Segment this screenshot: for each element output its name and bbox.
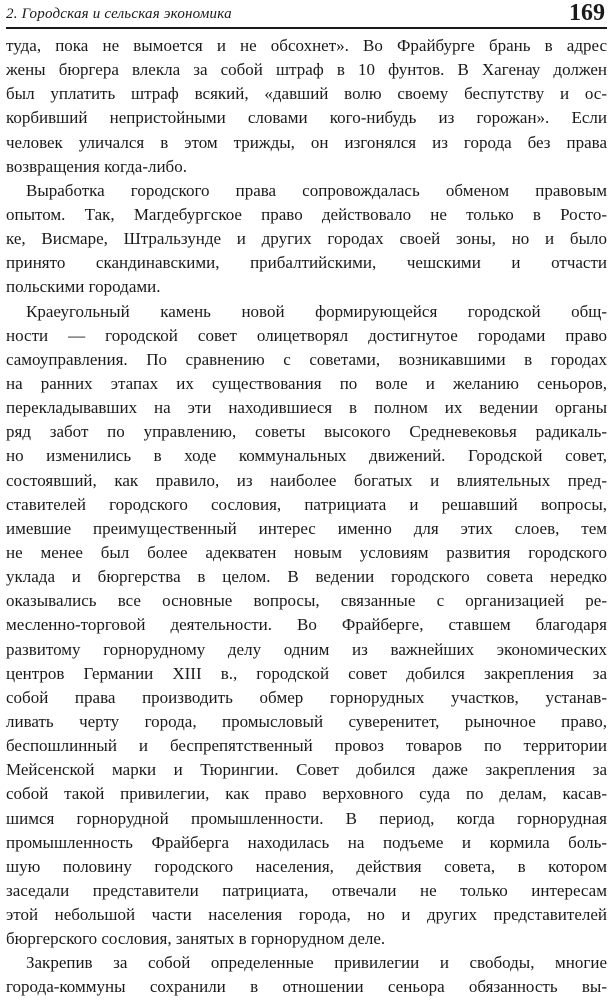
text-line: Мейсенской марки и Тюрингии. Совет добился даже закрепления за (6, 760, 607, 780)
text-line: города-коммуны сохранили в отношении сеньора обязанность вы- (6, 977, 607, 997)
text-line: ке, Висмаре, Штральзунде и других городах своей зоны, но и было (6, 229, 607, 249)
text-line: ливать черту города, промысловый суверенитет, рыночное право, (6, 711, 607, 731)
text-line: заседали представители патрициата, отвечали не только интересам (6, 880, 607, 900)
text-line: самоуправления. По сравнению с советами, возникавшими в городах (6, 349, 607, 369)
text-line: промышленность Фрайберга находилась на подъеме и кормила боль- (6, 832, 607, 852)
running-header (6, 0, 607, 28)
text-line: но изменились в ходе коммунальных движений. Городской совет, (6, 446, 607, 466)
text-line: состоявший, как правило, из наиболее богатых и влиятельных пред- (6, 470, 607, 490)
text-line: корбивший непристойными словами кого-нибудь из горожан». Если (6, 108, 607, 128)
text-line: месленно-торговой деятельности. Во Фрайберге, ставшем благодаря (6, 615, 607, 635)
text-line: не менее был более адекватен новым условиям развития городского (6, 542, 607, 562)
text-line: принято скандинавскими, прибалтийскими, чешскими и отчасти (6, 253, 607, 273)
text-line: собой такой привилегии, как право верховного суда по делам, касав- (6, 784, 607, 804)
text-line: беспошлинный и беспрепятственный провоз товаров по территории (6, 736, 607, 756)
text-line: уклада и бюргерства в целом. В ведении городского совета нередко (6, 567, 607, 587)
text-line: центров Германии XIII в., городской совет добился закрепления за (6, 663, 607, 683)
text-line: перекладывавших на эти находившиеся в полном их ведении органы (6, 398, 607, 418)
text-line: польскими городами. (6, 277, 161, 297)
text-line: туда, пока не вымоется и не обсохнет». Во Фрайбурге брань в адрес (6, 36, 607, 55)
text-line: собой права производить обмер горнорудных участков, устанав- (6, 687, 607, 707)
text-line: человек уличался в этом трижды, он изгонялся из города без права (6, 132, 607, 152)
header-rule (6, 27, 607, 29)
text-line: имевшие преимущественный интерес именно для этих слоев, тем (6, 518, 607, 538)
text-line: шимся горнорудной промышленности. В период, когда горнорудная (6, 808, 607, 828)
text-line: возвращения когда-либо. (6, 156, 187, 176)
text-line: на ранних этапах их существования по воле и желанию сеньоров, (6, 373, 607, 393)
text-line: бюргерского сословия, занятых в горнорудном деле. (6, 929, 386, 949)
section-title: 2. Городская и сельская экономика (6, 6, 232, 22)
text-line: жены бюргера влекла за собой штраф в 10 фунтов. В Хагенау должен (6, 60, 607, 80)
text-line: ности — городской совет олицетворял достигнутое городами право (6, 325, 607, 345)
text-line: Краеугольный камень новой формирующейся городской общ- (26, 301, 607, 321)
text-line: был уплатить штраф всякий, «давший волю своему беспутству и ос- (6, 84, 607, 104)
body-text (6, 34, 607, 1000)
text-line: шую половину городского населения, действия совета, в котором (6, 856, 607, 876)
text-line: ряд забот по управлению, советы высокого Средневековья радикаль- (6, 422, 607, 442)
text-line: Выработка городского права сопровождалась обменом правовым (26, 180, 607, 200)
text-line: опытом. Так, Магдебургское право действовало не только в Росто- (6, 204, 607, 224)
text-line: этой небольшой части населения города, но и других представителей (6, 905, 607, 925)
text-line: Закрепив за собой определенные привилегии и свободы, многие (26, 953, 607, 973)
text-line: ставителей городского сословия, патрициата и решавший вопросы, (6, 494, 607, 514)
text-line: развитому горнорудному делу одним из важнейших экономических (6, 639, 607, 659)
page-number: 169 (569, 0, 605, 26)
text-line: оказывались все основные вопросы, связанные с организацией ре- (6, 591, 607, 611)
